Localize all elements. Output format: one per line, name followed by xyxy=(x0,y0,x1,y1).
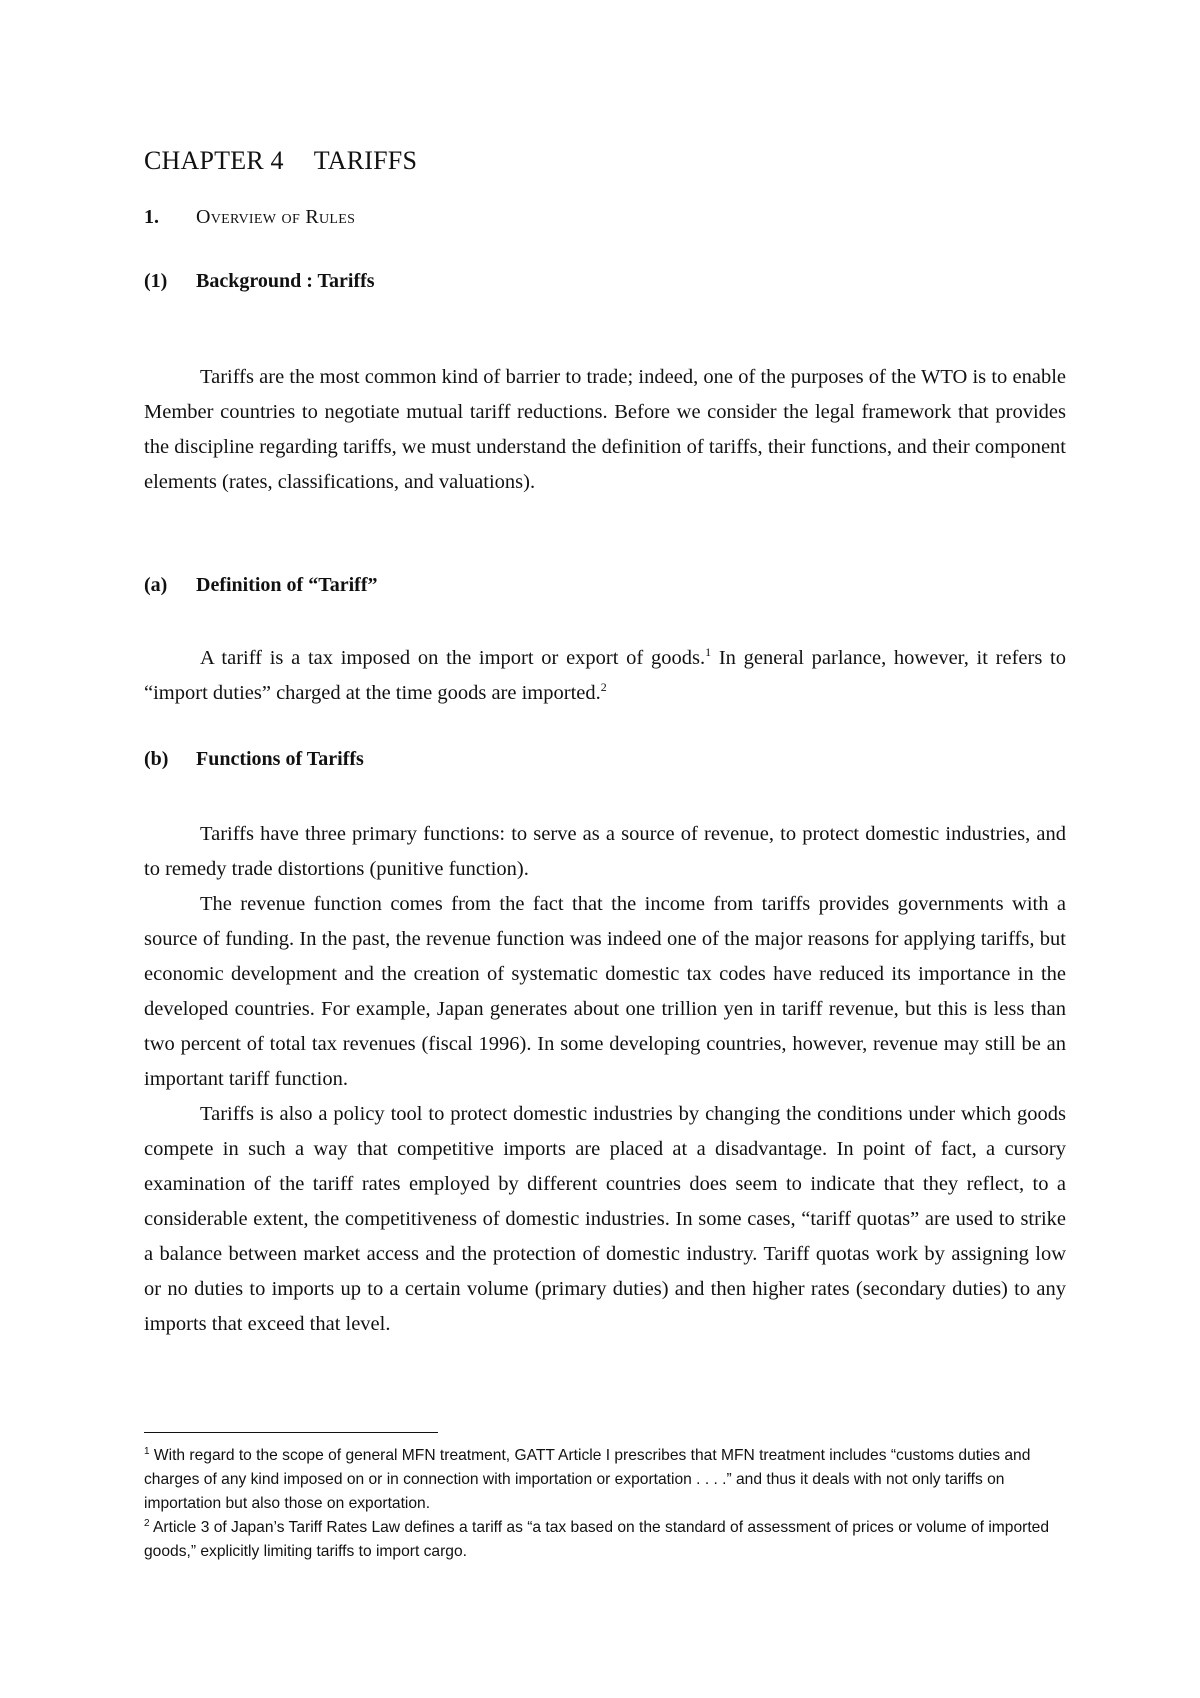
section-number: (a) xyxy=(144,574,168,596)
chapter-title xyxy=(144,146,417,176)
text-run: In general parlance, however, it refers to “import duties” charged at the time goods are imported. xyxy=(144,647,1066,704)
section-title: Definition of “Tariff” xyxy=(196,574,378,596)
footnote-text: With regard to the scope of general MFN treatment, GATT Article I prescribes that MFN treatment includes “customs duties and charges of any kind imposed on or in connection with importation or exportation . . . .” and thus it deals with not only tariffs on importation but also those on exportation. xyxy=(144,1447,1031,1512)
paragraph-block-background xyxy=(144,360,1066,500)
footnote-ref[interactable]: 2 xyxy=(600,680,607,695)
footnote-mark: 2 xyxy=(144,1517,150,1529)
paragraph: Tariffs have three primary functions: to serve as a source of revenue, to protect domestic industries, and to remedy trade distortions (punitive function). xyxy=(144,823,1066,880)
section-number: (b) xyxy=(144,748,169,770)
section-title: Overview of Rules xyxy=(196,206,356,228)
footnote-ref[interactable]: 1 xyxy=(705,645,712,660)
chapter-name: TARIFFS xyxy=(313,146,418,175)
footnote-mark: 1 xyxy=(144,1445,150,1457)
paragraph-block-definition xyxy=(144,641,1066,711)
section-heading-overview xyxy=(144,206,355,229)
paragraph: Tariffs are the most common kind of barrier to trade; indeed, one of the purposes of the WTO is to enable Member countries to negotiate mutual tariff reductions. Before we consider the legal framework that provides the discipline regarding tariffs, we must understand the definition of tariffs, their functions, and their component elements (rates, classifications, and valuations). xyxy=(144,366,1066,493)
footnotes xyxy=(144,1444,1066,1564)
section-number: 1. xyxy=(144,206,159,228)
paragraph xyxy=(144,641,1066,711)
paragraph: Tariffs is also a policy tool to protect domestic industries by changing the conditions under which goods compete in such a way that competitive imports are placed at a disadvantage. In point of fact, a cursory examination of the tariff rates employed by different countries does seem to indicate that they reflect, to a considerable extent, the competitiveness of domestic industries. In some cases, “tariff quotas” are used to strike a balance between market access and the protection of domestic industry. Tariff quotas work by assigning low or no duties to imports up to a certain volume (primary duties) and then higher rates (secondary duties) to any imports that exceed that level. xyxy=(144,1103,1066,1335)
footnote-2 xyxy=(144,1516,1066,1564)
section-heading-background xyxy=(144,270,375,293)
section-heading-definition xyxy=(144,574,377,597)
section-title: Functions of Tariffs xyxy=(196,748,364,770)
paragraph: The revenue function comes from the fact that the income from tariffs provides governments with a source of funding. In the past, the revenue function was indeed one of the major reasons for applying tariffs, but economic development and the creation of systematic domestic tax codes have reduced its importance in the developed countries. For example, Japan generates about one trillion yen in tariff revenue, but this is less than two percent of total tax revenues (fiscal 1996). In some developing countries, however, revenue may still be an important tariff function. xyxy=(144,893,1066,1090)
footnote-text: Article 3 of Japan’s Tariff Rates Law defines a tariff as “a tax based on the standard of assessment of prices or volume of imported goods,” explicitly limiting tariffs to import cargo. xyxy=(144,1519,1049,1560)
footnote-1 xyxy=(144,1444,1066,1516)
section-number: (1) xyxy=(144,270,168,292)
chapter-label: CHAPTER 4 xyxy=(144,146,284,175)
text-run: A tariff is a tax imposed on the import or export of goods. xyxy=(200,647,706,669)
paragraph-block-functions xyxy=(144,817,1066,1342)
footnote-divider xyxy=(144,1432,438,1433)
section-title: Background : Tariffs xyxy=(196,270,375,292)
section-heading-functions xyxy=(144,748,364,771)
